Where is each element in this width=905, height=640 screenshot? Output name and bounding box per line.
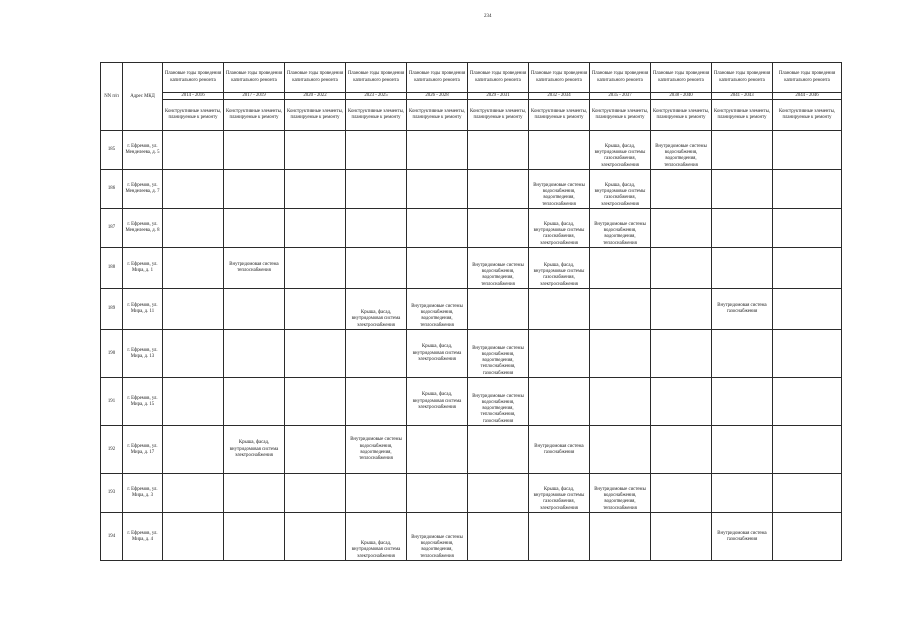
row-cell <box>163 170 224 209</box>
row-cell <box>346 209 407 248</box>
row-cell: Внутридомовая система газоснабжения <box>712 289 773 330</box>
row-cell <box>163 426 224 474</box>
header-period-title: Плановые годы проведения капитального ремонта <box>773 63 842 93</box>
row-cell <box>163 513 224 561</box>
row-cell: Крыша, фасад, внутридомовые системы газоснабжения, электроснабжения <box>529 474 590 513</box>
row-address: г. Ефремов, ул. Менделеева, д. 7 <box>123 170 163 209</box>
row-cell <box>285 170 346 209</box>
header-elements: Конструктивные элементы, планируемые к ремонту <box>529 100 590 131</box>
row-cell <box>651 378 712 426</box>
row-cell <box>590 513 651 561</box>
row-cell: Крыша, фасад, внутридомовые системы газоснабжения, электроснабжения <box>529 248 590 289</box>
header-period-title: Плановые годы проведения капитального ремонта <box>163 63 224 93</box>
row-cell <box>468 289 529 330</box>
table-row <box>101 330 842 378</box>
header-elements: Конструктивные элементы, планируемые к ремонту <box>468 100 529 131</box>
row-cell <box>773 289 842 330</box>
row-cell <box>285 248 346 289</box>
row-cell <box>346 378 407 426</box>
row-cell: Внутридомовые системы водоснабжения, водоотведения, теплоснабжения <box>407 289 468 330</box>
header-period-title: Плановые годы проведения капитального ремонта <box>529 63 590 93</box>
row-address: г. Ефремов, ул. Мира, д. 11 <box>123 289 163 330</box>
row-cell <box>773 209 842 248</box>
row-cell <box>529 131 590 170</box>
row-cell <box>224 378 285 426</box>
row-cell <box>224 209 285 248</box>
header-elements: Конструктивные элементы, планируемые к ремонту <box>590 100 651 131</box>
row-cell: Внутридомовая система газоснабжения <box>712 513 773 561</box>
row-address: г. Ефремов, ул. Менделеева, д. 5 <box>123 131 163 170</box>
row-cell <box>285 426 346 474</box>
row-cell <box>163 131 224 170</box>
row-cell: Крыша, фасад, внутридомовая система электроснабжения <box>346 513 407 561</box>
row-cell <box>773 426 842 474</box>
row-cell: Внутридомовая система теплоснабжения <box>224 248 285 289</box>
header-period: 2014 - 2016 <box>163 93 224 100</box>
row-cell <box>346 474 407 513</box>
row-cell <box>773 474 842 513</box>
row-cell <box>773 131 842 170</box>
row-cell <box>346 248 407 289</box>
table-row <box>101 474 842 513</box>
row-cell <box>590 378 651 426</box>
row-cell <box>712 209 773 248</box>
header-period-title: Плановые годы проведения капитального ремонта <box>224 63 285 93</box>
row-cell <box>651 474 712 513</box>
header-period-title: Плановые годы проведения капитального ремонта <box>407 63 468 93</box>
row-cell: Внутридомовые системы водоснабжения, водоотведения, теплоснабжения <box>468 248 529 289</box>
row-cell: Крыша, фасад, внутридомовая система электроснабжения <box>407 378 468 426</box>
row-cell <box>468 474 529 513</box>
row-cell <box>407 474 468 513</box>
row-cell: Внутридомовые системы водоснабжения, водоотведения, теплоснабжения <box>407 513 468 561</box>
header-period: 2020 - 2022 <box>285 93 346 100</box>
header-elements: Конструктивные элементы, планируемые к ремонту <box>163 100 224 131</box>
row-cell: Внутридомовые системы водоснабжения, водоотведения, теплоснабжения, газоснабжения <box>468 330 529 378</box>
header-elements: Конструктивные элементы, планируемые к ремонту <box>346 100 407 131</box>
row-cell <box>590 426 651 474</box>
row-cell <box>163 248 224 289</box>
row-cell <box>224 330 285 378</box>
row-cell: Внутридомовая система газоснабжения <box>529 426 590 474</box>
row-cell: Внутридомовые системы водоснабжения, водоотведения, теплоснабжения <box>346 426 407 474</box>
row-number: 189 <box>101 289 123 330</box>
row-cell <box>468 513 529 561</box>
row-cell <box>224 170 285 209</box>
row-address: г. Ефремов, ул. Мира, д. 1 <box>123 248 163 289</box>
page-number: 234 <box>484 14 492 19</box>
row-address: г. Ефремов, ул. Мира, д. 17 <box>123 426 163 474</box>
row-cell <box>529 513 590 561</box>
row-cell <box>407 170 468 209</box>
row-number: 185 <box>101 131 123 170</box>
row-cell <box>163 289 224 330</box>
row-cell: Крыша, фасад, внутридомовые системы газоснабжения, электроснабжения <box>529 209 590 248</box>
row-cell: Внутридомовые системы водоснабжения, водоотведения, теплоснабжения <box>590 474 651 513</box>
header-period-title: Плановые годы проведения капитального ремонта <box>590 63 651 93</box>
table-row <box>101 131 842 170</box>
row-number: 191 <box>101 378 123 426</box>
row-number: 194 <box>101 513 123 561</box>
header-period: 2044 - 2046 <box>773 93 842 100</box>
header-elements: Конструктивные элементы, планируемые к ремонту <box>285 100 346 131</box>
row-cell <box>529 378 590 426</box>
row-number: 186 <box>101 170 123 209</box>
row-cell <box>163 330 224 378</box>
table-row <box>101 513 842 561</box>
row-cell <box>712 170 773 209</box>
row-cell <box>468 170 529 209</box>
row-cell <box>224 513 285 561</box>
row-cell <box>468 426 529 474</box>
header-period: 2035 - 2037 <box>590 93 651 100</box>
row-number: 187 <box>101 209 123 248</box>
row-cell <box>407 248 468 289</box>
header-address: Адрес МКД <box>123 63 163 131</box>
row-cell <box>285 513 346 561</box>
row-cell <box>651 330 712 378</box>
row-address: г. Ефремов, ул. Мира, д. 13 <box>123 330 163 378</box>
row-cell <box>773 378 842 426</box>
row-cell <box>651 289 712 330</box>
row-cell <box>651 426 712 474</box>
row-cell: Крыша, фасад, внутридомовые системы газоснабжения, электроснабжения <box>590 170 651 209</box>
row-address: г. Ефремов, ул. Менделеева, д. 8 <box>123 209 163 248</box>
header-num: NN п/п <box>101 63 123 131</box>
header-period: 2041 - 2043 <box>712 93 773 100</box>
header-period: 2029 - 2031 <box>468 93 529 100</box>
row-address: г. Ефремов, ул. Мира, д. 3 <box>123 474 163 513</box>
row-cell: Крыша, фасад, внутридомовая система электроснабжения <box>346 289 407 330</box>
row-cell: Внутридомовые системы водоснабжения, водоотведения, теплоснабжения, газоснабжения <box>468 378 529 426</box>
row-cell <box>712 330 773 378</box>
row-cell: Крыша, фасад, внутридомовая система электроснабжения <box>407 330 468 378</box>
row-cell <box>773 513 842 561</box>
row-cell <box>651 170 712 209</box>
row-cell <box>285 378 346 426</box>
header-period-title: Плановые годы проведения капитального ремонта <box>285 63 346 93</box>
row-cell <box>224 474 285 513</box>
row-cell <box>346 131 407 170</box>
row-cell <box>773 248 842 289</box>
row-cell <box>285 474 346 513</box>
table-row <box>101 170 842 209</box>
row-cell <box>529 289 590 330</box>
row-address: г. Ефремов, ул. Мира, д. 15 <box>123 378 163 426</box>
header-period-title: Плановые годы проведения капитального ремонта <box>651 63 712 93</box>
row-cell <box>285 289 346 330</box>
repair-schedule-table <box>100 62 842 561</box>
header-elements: Конструктивные элементы, планируемые к ремонту <box>407 100 468 131</box>
header-period: 2032 - 2034 <box>529 93 590 100</box>
row-cell <box>346 170 407 209</box>
row-cell <box>468 209 529 248</box>
row-cell: Внутридомовые системы водоснабжения, водоотведения, теплоснабжения <box>590 209 651 248</box>
row-cell <box>712 131 773 170</box>
header-period: 2017 - 2019 <box>224 93 285 100</box>
row-cell <box>712 378 773 426</box>
row-cell <box>590 330 651 378</box>
header-period: 2038 - 2040 <box>651 93 712 100</box>
row-cell <box>163 378 224 426</box>
table-row <box>101 248 842 289</box>
header-period-title: Плановые годы проведения капитального ремонта <box>468 63 529 93</box>
row-number: 190 <box>101 330 123 378</box>
table-row <box>101 289 842 330</box>
row-cell <box>651 513 712 561</box>
table-row <box>101 209 842 248</box>
row-cell: Крыша, фасад, внутридомовая система электроснабжения <box>224 426 285 474</box>
header-period: 2023 - 2025 <box>346 93 407 100</box>
row-cell <box>773 170 842 209</box>
row-cell <box>712 248 773 289</box>
row-cell <box>285 131 346 170</box>
row-cell <box>224 289 285 330</box>
row-cell <box>346 330 407 378</box>
row-cell <box>163 474 224 513</box>
row-number: 193 <box>101 474 123 513</box>
row-cell <box>651 248 712 289</box>
row-cell <box>224 131 285 170</box>
row-cell <box>529 330 590 378</box>
table-row <box>101 426 842 474</box>
header-elements: Конструктивные элементы, планируемые к ремонту <box>651 100 712 131</box>
header-elements: Конструктивные элементы, планируемые к ремонту <box>712 100 773 131</box>
row-cell <box>712 426 773 474</box>
row-cell: Внутридомовые системы водоснабжения, водоотведения, теплоснабжения <box>529 170 590 209</box>
row-address: г. Ефремов, ул. Мира, д. 4 <box>123 513 163 561</box>
header-elements: Конструктивные элементы, планируемые к ремонту <box>224 100 285 131</box>
row-number: 188 <box>101 248 123 289</box>
row-cell <box>590 289 651 330</box>
row-cell: Крыша, фасад, внутридомовые системы газоснабжения, электроснабжения <box>590 131 651 170</box>
row-cell <box>407 426 468 474</box>
row-cell <box>407 209 468 248</box>
table-row <box>101 378 842 426</box>
row-number: 192 <box>101 426 123 474</box>
row-cell <box>285 209 346 248</box>
row-cell <box>163 209 224 248</box>
row-cell <box>712 474 773 513</box>
row-cell <box>651 209 712 248</box>
row-cell: Внутридомовые системы водоснабжения, водоотведения, теплоснабжения <box>651 131 712 170</box>
header-elements: Конструктивные элементы, планируемые к ремонту <box>773 100 842 131</box>
header-period-title: Плановые годы проведения капитального ремонта <box>712 63 773 93</box>
row-cell <box>468 131 529 170</box>
row-cell <box>773 330 842 378</box>
row-cell <box>590 248 651 289</box>
row-cell <box>407 131 468 170</box>
row-cell <box>285 330 346 378</box>
header-period: 2026 - 2028 <box>407 93 468 100</box>
header-period-title: Плановые годы проведения капитального ремонта <box>346 63 407 93</box>
